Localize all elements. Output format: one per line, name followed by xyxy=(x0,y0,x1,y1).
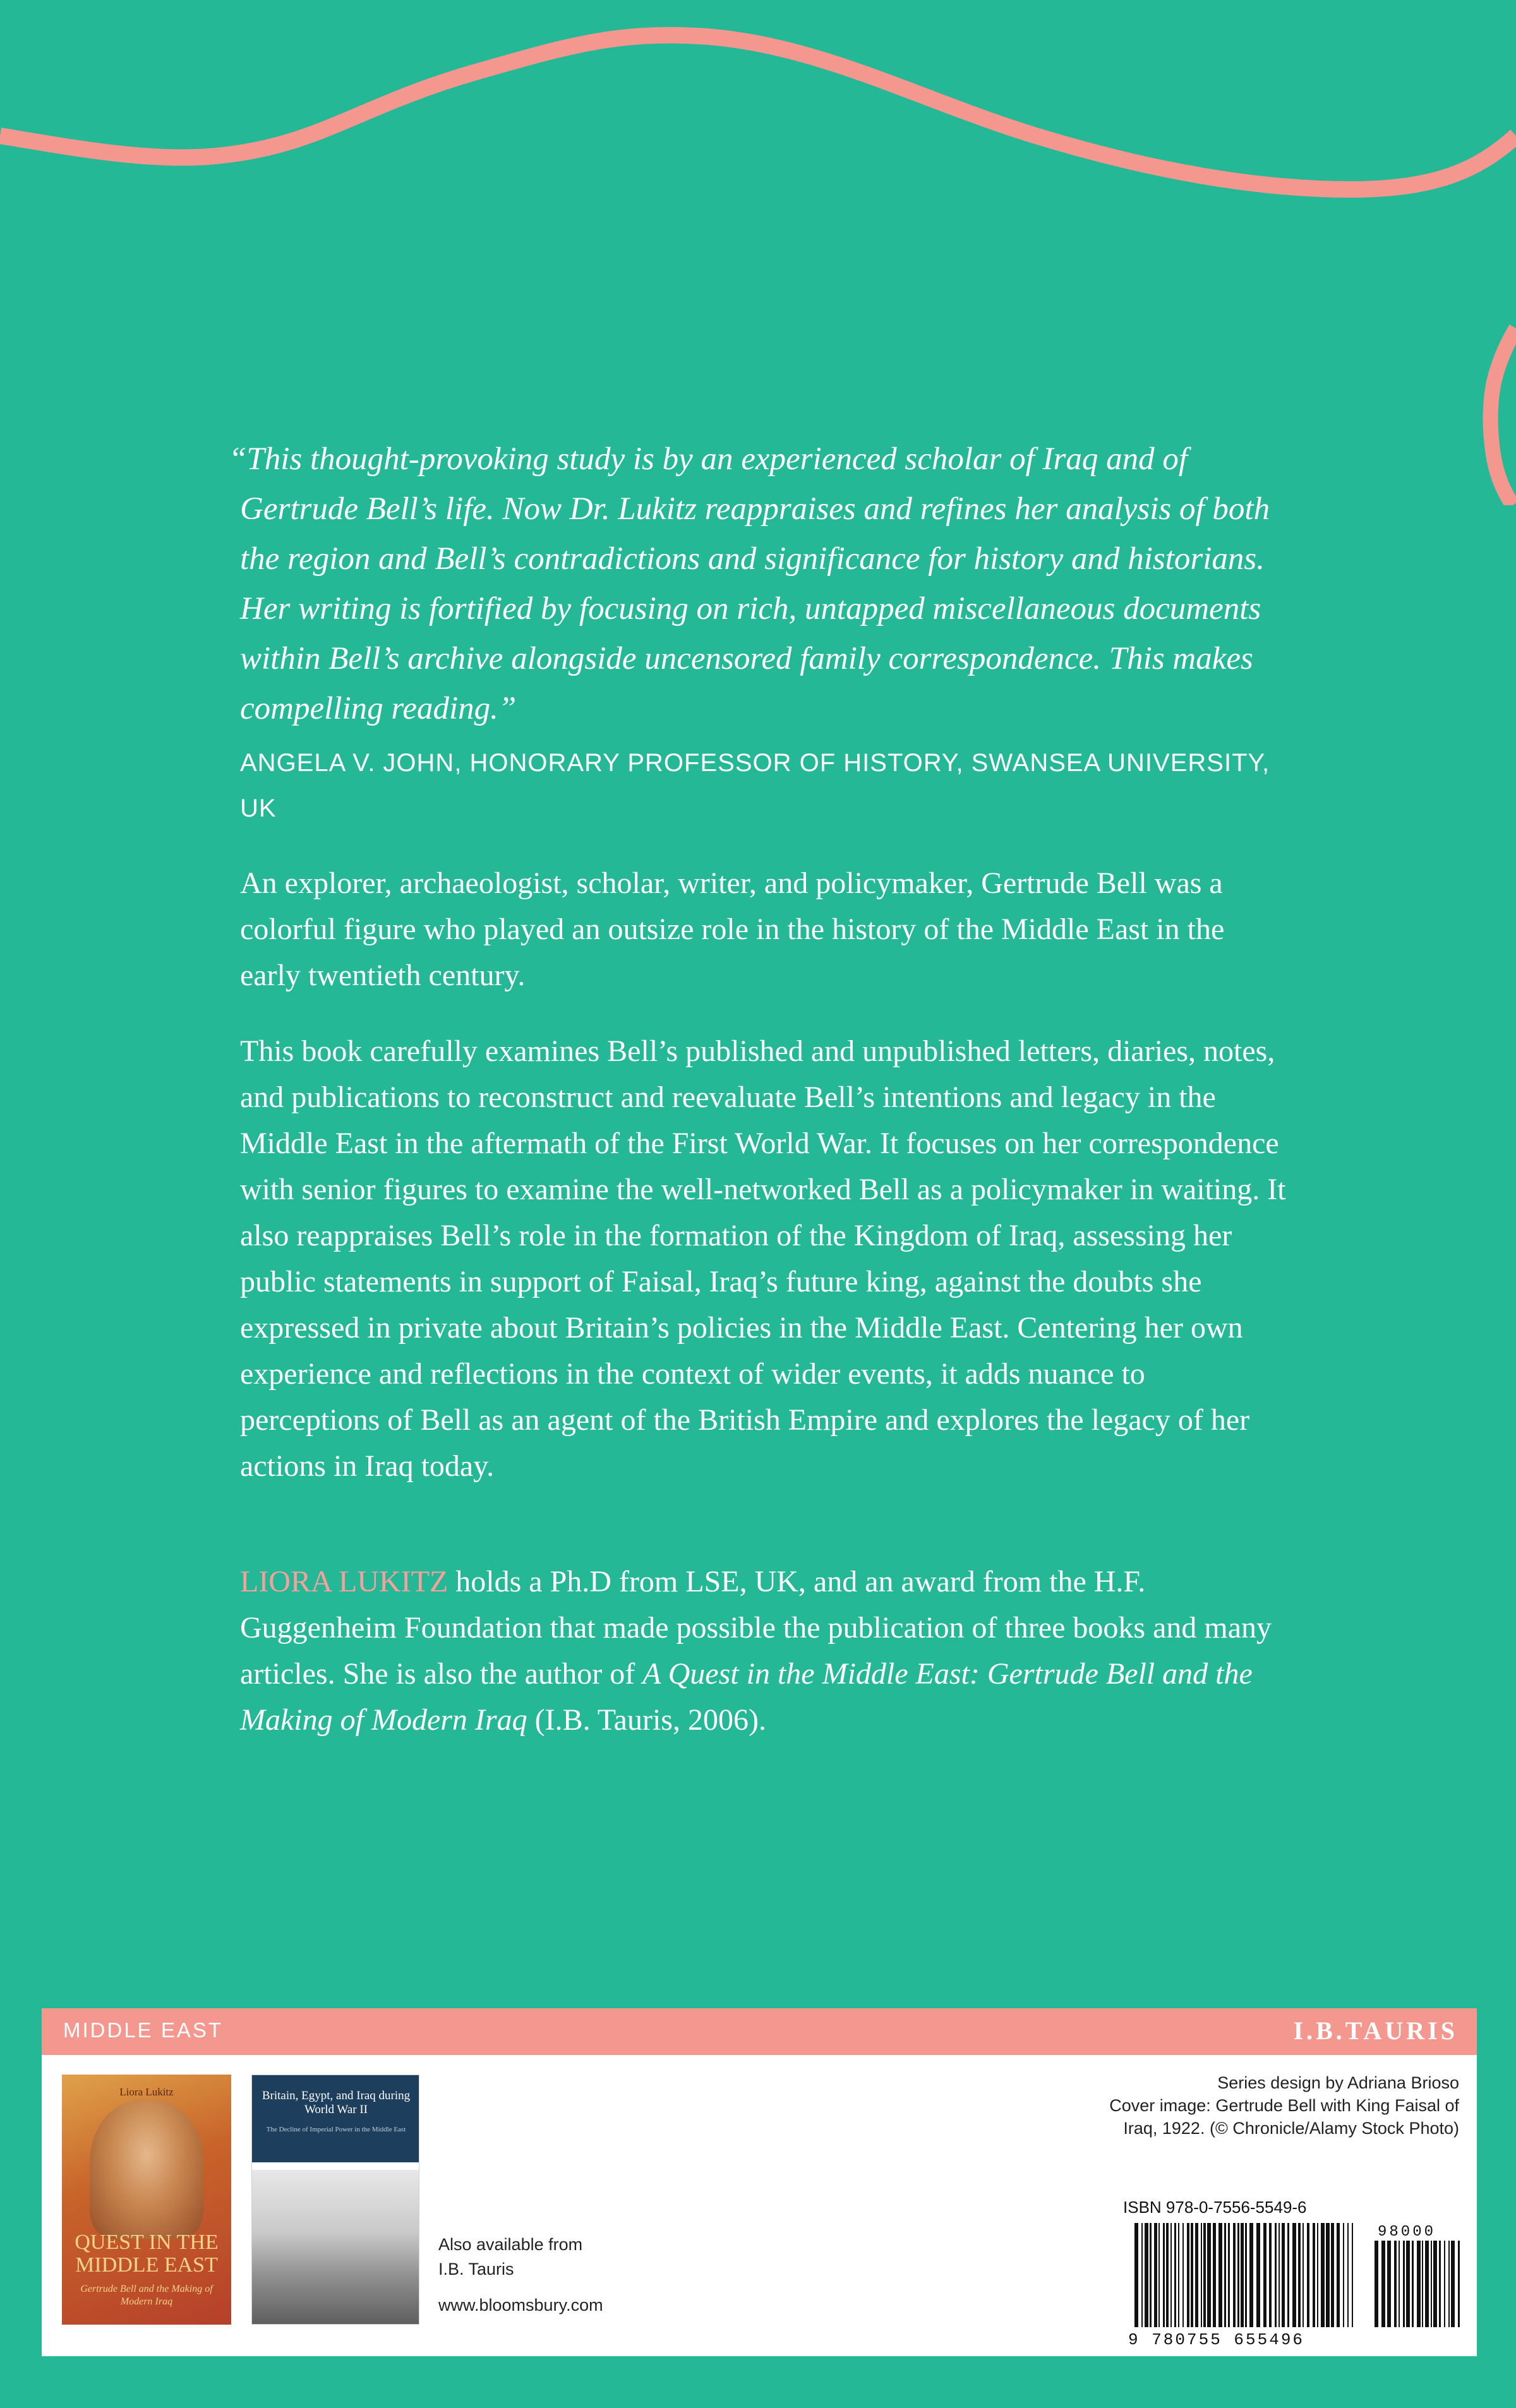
barcode-bar xyxy=(1343,2223,1344,2327)
barcode-bar xyxy=(1317,2223,1318,2327)
cover-credits xyxy=(1109,2071,1459,2140)
book-cover-header xyxy=(252,2075,419,2162)
barcode-bar xyxy=(1458,2241,1460,2327)
barcode-bar xyxy=(1375,2241,1378,2327)
barcode-bar xyxy=(1287,2223,1289,2327)
barcode-bar xyxy=(1337,2223,1340,2327)
author-name: LIORA LUKITZ xyxy=(240,1565,448,1598)
barcode-bar xyxy=(1394,2241,1397,2327)
barcode-bar xyxy=(1218,2223,1222,2327)
barcode-bar xyxy=(1207,2223,1211,2327)
barcode-bar xyxy=(1170,2223,1172,2327)
barcode-bar xyxy=(1245,2223,1247,2327)
barcode-bar xyxy=(1178,2223,1179,2327)
book-cover-title: QUEST IN THE MIDDLE EAST xyxy=(75,2231,219,2277)
barcode-bar xyxy=(1331,2223,1334,2327)
barcode-bar xyxy=(1431,2241,1432,2327)
barcode-bar xyxy=(1381,2241,1385,2327)
barcode-bar xyxy=(1302,2223,1304,2327)
barcode-bar xyxy=(1263,2223,1266,2327)
footer-panel xyxy=(42,2008,1477,2356)
barcode-bar xyxy=(1275,2223,1277,2327)
barcode-bar xyxy=(1406,2241,1410,2327)
barcode-bar xyxy=(1433,2241,1437,2327)
decorative-wave-lines xyxy=(0,0,1516,505)
barcode-bar xyxy=(1422,2241,1423,2327)
barcode-bar xyxy=(1347,2223,1349,2327)
book-cover-author: Liora Lukitz xyxy=(119,2086,174,2098)
barcode-bar xyxy=(1425,2241,1429,2327)
barcode-bar xyxy=(1224,2223,1226,2327)
related-book-cover-britain xyxy=(251,2075,419,2325)
author-bio-publisher: (I.B. Tauris, 2006). xyxy=(527,1703,766,1737)
barcode-bars xyxy=(1134,2223,1353,2327)
series-bar xyxy=(42,2008,1477,2055)
barcode-bar xyxy=(1163,2223,1165,2327)
barcode-bar xyxy=(1249,2223,1253,2327)
credit-line: Series design by Adriana Brioso xyxy=(1217,2073,1459,2092)
barcode-bar xyxy=(1326,2223,1330,2327)
barcode-bar xyxy=(1417,2241,1421,2327)
barcode-bar xyxy=(1187,2223,1189,2327)
barcode-bar xyxy=(1154,2223,1157,2327)
description-paragraph: This book carefully examines Bell’s published and unpublished letters, diaries, notes, and publications to reconstruct and reevaluate Bell’s intentions and legacy in the Middle East in the aftermath of the First World War. It focuses on her correspondence with senior figures to examine the well-networked Bell as a policymaker in waiting. It also reappraises Bell’s role in the formation of the Kingdom of Iraq, assessing her public statements in support of Faisal, Iraq’s future king, against the doubts she expressed in private about Britain’s policies in the Middle East. Centering her own experience and reflections in the context of wider events, it adds nuance to perceptions of Bell as an agent of the British Empire and explores the legacy of her actions in Iraq today. xyxy=(240,1034,1286,1483)
barcode-addon-bars xyxy=(1375,2241,1460,2327)
author-bio xyxy=(240,1559,1289,1743)
also-available-text xyxy=(438,2232,582,2282)
barcode-bar xyxy=(1134,2223,1138,2327)
intro-paragraph: An explorer, archaeologist, scholar, writer, and policymaker, Gertrude Bell was a colorful figure who played an outsize role in the history of the Middle East in the early twentieth century. xyxy=(240,866,1225,992)
barcode-bar xyxy=(1399,2241,1400,2327)
barcode-bar xyxy=(1451,2241,1455,2327)
review-quote: “This thought-provoking study is by an experienced scholar of Iraq and of Gertrude Bell’s life. Now Dr. Lukitz reappraises and refines her analysis of both the region and Bell’s contradictions and significance for history and historians. Her writing is fortified by focusing on rich, untapped miscellaneous documents within Bell’s archive alongside uncensored family correspondence. This makes compelling reading.” xyxy=(229,441,1270,726)
barcode-bar xyxy=(1141,2223,1143,2327)
soldiers-photo-image xyxy=(252,2170,419,2325)
barcode-digits: 9 780755 655496 xyxy=(1128,2330,1305,2349)
barcode-bar xyxy=(1448,2241,1450,2327)
book-cover-title: Britain, Egypt, and Iraq during World War II xyxy=(262,2089,411,2116)
portrait-image xyxy=(90,2100,203,2239)
barcode-bar xyxy=(1201,2223,1202,2327)
credit-line: Cover image: Gertrude Bell with King Faisal of xyxy=(1109,2096,1459,2115)
related-book-cover-quest xyxy=(62,2075,231,2325)
series-label: MIDDLE EAST xyxy=(63,2018,224,2042)
barcode-bar xyxy=(1278,2223,1280,2327)
also-available-publisher: I.B. Tauris xyxy=(438,2260,514,2279)
barcode-bar xyxy=(1195,2223,1198,2327)
barcode-bar xyxy=(1387,2241,1391,2327)
barcode-bar xyxy=(1298,2223,1301,2327)
barcode-bar xyxy=(1203,2223,1206,2327)
previous-book-title: A Quest in the Middle East: Gertrude Bell and the Making of Modern Iraq xyxy=(240,1657,1253,1737)
author-bio-text: holds a Ph.D from LSE, UK, and an award from the H.F. Guggenheim Foundation that made possible the publication of three books and many articles. She is also the author of xyxy=(240,1565,1272,1691)
barcode-bar xyxy=(1228,2223,1230,2327)
barcode-bar xyxy=(1439,2241,1441,2327)
publisher-logo: I.B.TAURIS xyxy=(1293,2016,1458,2045)
barcode-bar xyxy=(1321,2223,1325,2327)
barcode-bar xyxy=(1444,2241,1445,2327)
barcode-bar xyxy=(1145,2223,1148,2327)
book-cover-subtitle: Gertrude Bell and the Making of Modern Iraq xyxy=(80,2284,213,2307)
barcode-bar xyxy=(1191,2223,1193,2327)
barcode-bar xyxy=(1307,2223,1309,2327)
barcode-bar xyxy=(1403,2241,1405,2327)
barcode-bar xyxy=(1282,2223,1285,2327)
also-available-line: Also available from xyxy=(438,2235,583,2254)
barcode-bar xyxy=(1241,2223,1244,2327)
barcode xyxy=(1128,2223,1469,2349)
website-link[interactable]: www.bloomsbury.com xyxy=(438,2296,603,2315)
barcode-bar xyxy=(1313,2223,1315,2327)
barcode-bar xyxy=(1269,2223,1272,2327)
barcode-bar xyxy=(1233,2223,1236,2327)
barcode-bar xyxy=(1213,2223,1216,2327)
price-code-digits: 98000 xyxy=(1378,2224,1436,2241)
quote-attribution: ANGELA V. JOHN, HONORARY PROFESSOR OF HISTORY, SWANSEA UNIVERSITY, UK xyxy=(240,749,1270,822)
book-cover-subtitle: The Decline of Imperial Power in the Middle East xyxy=(266,2126,406,2133)
barcode-bar xyxy=(1292,2223,1296,2327)
barcode-bar xyxy=(1412,2241,1414,2327)
barcode-bar xyxy=(1237,2223,1239,2327)
barcode-bar xyxy=(1256,2223,1260,2327)
barcode-bar xyxy=(1166,2223,1169,2327)
barcode-bar xyxy=(1352,2223,1353,2327)
barcode-bar xyxy=(1158,2223,1160,2327)
credit-line: Iraq, 1922. (© Chronicle/Alamy Stock Photo) xyxy=(1123,2119,1459,2138)
barcode-bar xyxy=(1174,2223,1176,2327)
barcode-bar xyxy=(1182,2223,1184,2327)
isbn-label: ISBN 978-0-7556-5549-6 xyxy=(1123,2198,1307,2217)
barcode-bar xyxy=(1150,2223,1152,2327)
